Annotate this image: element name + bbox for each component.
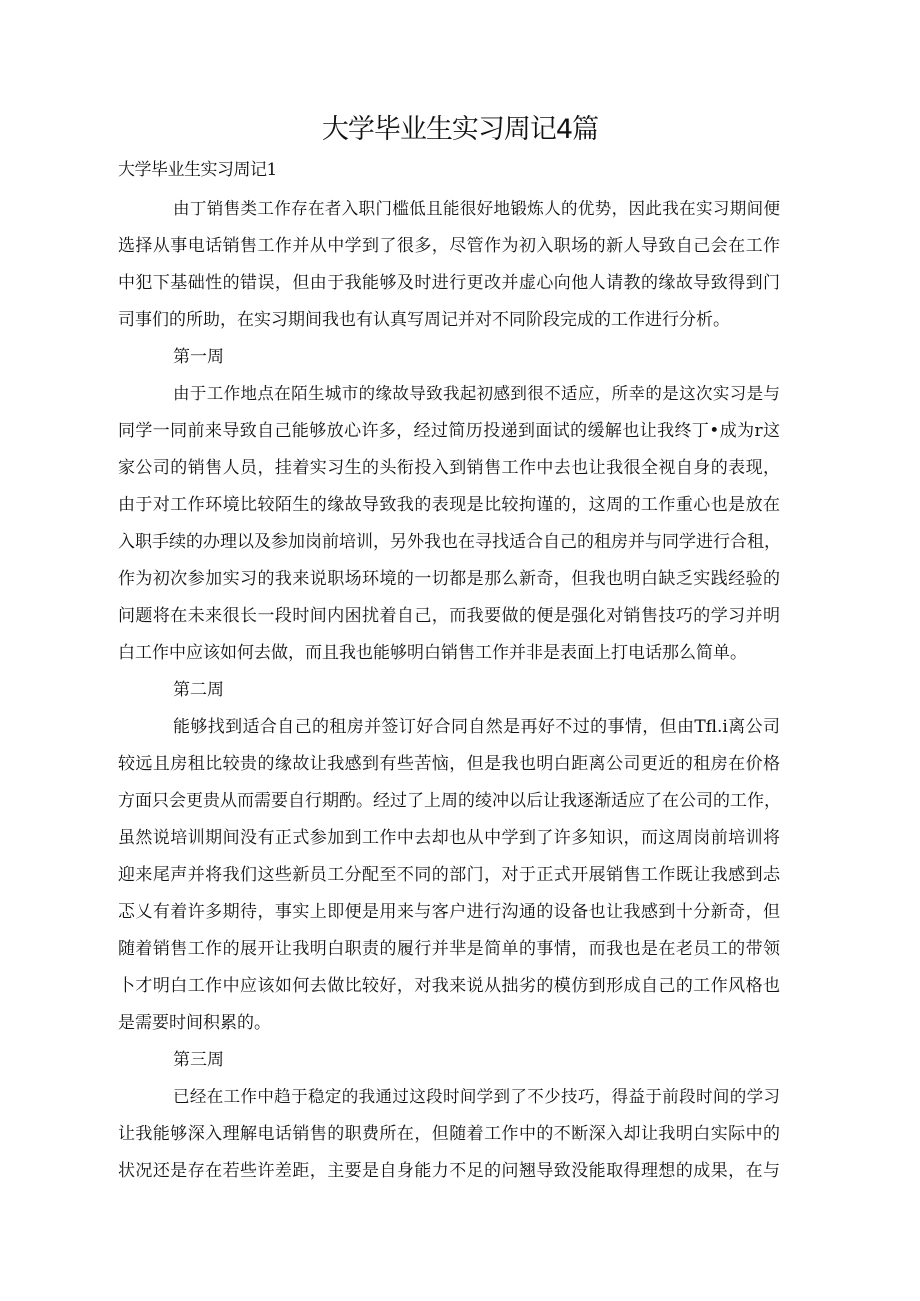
paragraph-line: 由于对工作环境比较陌生的缘故导致我的表现是比较拘谨的，这周的工作重心也是放在: [118, 495, 780, 515]
paragraph-line: 司事们的所助，在实习期间我也有认真写周记并对不同阶段完成的工作进行分析。: [118, 310, 730, 330]
paragraph-line: 迎来尾声并将我们这些新员工分配至不同的部门，对于正式开展销售工作既让我感到忐: [118, 865, 780, 885]
paragraph-line: 是需要时间积累的。: [118, 1013, 271, 1033]
paragraph-line: 较远且房租比较贵的缘故让我感到有些苦恼，但是我也明白距离公司更近的租房在价格: [118, 754, 780, 774]
paragraph-line: 让我能够深入理解电话销售的职费所在，但随着工作中的不断深入却让我明白实际中的: [118, 1124, 780, 1144]
week3-heading: 第三周: [173, 1050, 224, 1070]
paragraph-line: 由于工作地点在陌生城市的缘故导致我起初感到很不适应，所幸的是这次实习是与: [173, 384, 780, 403]
document-subtitle: 大学毕业生实习周记1: [118, 160, 277, 180]
paragraph-line: 作为初次参加实习的我来说职场环境的一切都是那么新奇，但我也明白缺乏实践经验的: [118, 569, 780, 589]
week2-heading: 第二周: [173, 680, 224, 700]
paragraph-line: 卜才明白工作中应该如何去做比较好，对我来说从拙劣的模仿到形成自己的工作风格也: [118, 976, 780, 996]
paragraph-line: 状况还是存在若些许差距，主要是自身能力不足的问翘导致没能取得理想的成果，在与: [118, 1161, 780, 1181]
paragraph-line: 问题将在未来很长一段时间内困扰着自己，而我要做的便是强化对销售技巧的学习并明: [118, 606, 780, 626]
paragraph-line: 入职手续的办理以及参加岗前培训，另外我也在寻找适合自己的租房并与同学进行合租，: [118, 532, 781, 552]
week1-heading: 第一周: [173, 347, 224, 367]
paragraph-line: 能够找到适合自己的租房并签订好合同自然是再好不过的事情，但由Tfl.i离公司: [173, 717, 780, 737]
paragraph-line: 方面只会更贵从而需要自行期酌。经过了上周的绫冲以后让我逐渐适应了在公司的工作，: [118, 791, 781, 811]
paragraph-line: 虽然说培训期间没有正式参加到工作中去却也从中学到了许多知识，而这周岗前培训将: [118, 828, 780, 848]
paragraph-line: 同学一同前来导致自己能够放心许多，经过简历投递到面试的缓解也让我终丁•成为r这: [118, 421, 780, 441]
paragraph-line: 家公司的销售人员，挂着实习生的头衔投入到销售工作中去也让我很全视自身的表现，: [118, 458, 780, 478]
paragraph-line: 中犯下基础性的错误，但由于我能够及时进行更改并虚心向他人请教的缘故导致得到门: [118, 273, 780, 293]
paragraph-line: 选择从事电话销售工作并从中学到了很多，尽管作为初入职场的新人导致自己会在工作: [118, 236, 780, 256]
paragraph-line: 由丁销售类工作存在者入职门槛低且能很好地锻炼人的优势，因此我在实习期间便: [173, 199, 780, 218]
document-title: 大学毕业生实习周记4篇: [321, 114, 599, 145]
paragraph-line: 白工作中应该如何去做，而且我也能够明白销售工作并非是表面上打电话那么简单。: [118, 643, 747, 663]
paragraph-line: 随着销售工作的展开让我明白职责的履行并芈是简单的事情，而我也是在老员工的带领: [118, 939, 780, 959]
paragraph-line: 已经在工作中趋于稳定的我通过这段时间学到了不少技巧，得益于前段时间的学习: [173, 1087, 780, 1106]
paragraph-line: 忑乂有着许多期待，事实上即便是用来与客户进行沟通的设备也让我感到十分新奇，但: [118, 902, 780, 922]
